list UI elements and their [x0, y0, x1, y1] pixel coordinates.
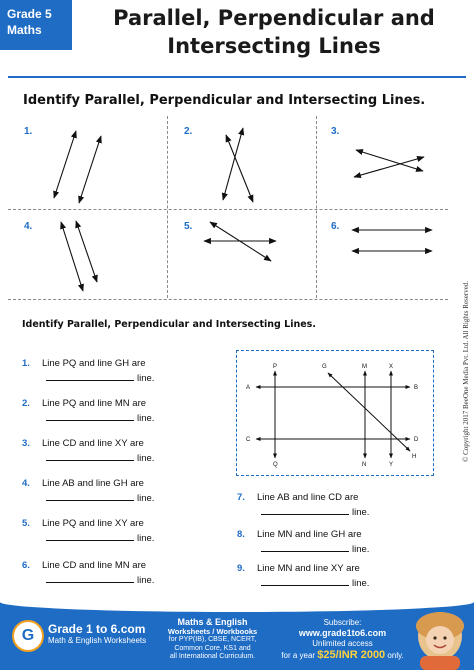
answer-blank[interactable]	[261, 506, 349, 515]
label-q: Q	[273, 462, 278, 468]
price-suffix: only.	[387, 651, 404, 660]
question-text: Line CD and line MN are	[42, 560, 147, 571]
fig1-line-b	[79, 136, 101, 203]
label-d: D	[414, 437, 419, 443]
question-text: Line PQ and line GH are	[42, 358, 146, 369]
curriculum-line-2: Common Core, KS1 and	[174, 644, 251, 652]
question-number: 5.	[22, 518, 30, 529]
label-x: X	[389, 364, 394, 370]
question-suffix: line.	[137, 453, 155, 464]
part1-item-4-number: 4.	[24, 221, 33, 232]
answer-blank[interactable]	[46, 492, 134, 501]
question-2	[22, 396, 154, 426]
question-text: Line MN and line GH are	[257, 529, 362, 540]
question-suffix: line.	[137, 533, 155, 544]
question-1	[22, 356, 154, 386]
question-number: 4.	[22, 478, 30, 489]
brand-tagline: Math & English Worksheets	[48, 636, 147, 645]
question-number: 7.	[237, 492, 245, 503]
question-number: 3.	[22, 438, 30, 449]
website-link[interactable]: www.grade1to6.com	[298, 628, 387, 638]
fig2-line-b	[226, 135, 253, 202]
question-suffix: line.	[137, 373, 155, 384]
brand-logo-icon: G	[12, 620, 44, 652]
brand-name: Grade 1 to 6.com	[48, 622, 146, 636]
question-number: 9.	[237, 563, 245, 574]
curriculum-line-3: all International Curriculum.	[169, 653, 256, 660]
unlimited-access: Unlimited access	[312, 639, 373, 648]
question-suffix: line.	[137, 493, 155, 504]
subject-label: Maths	[7, 23, 42, 37]
copyright-notice	[452, 262, 470, 462]
curriculum-line-1: for PYP(IB), CBSE, NCERT,	[168, 636, 257, 643]
question-4	[22, 476, 154, 506]
worksheets-heading: Maths & English	[177, 617, 248, 627]
answer-blank[interactable]	[261, 577, 349, 586]
fig1-line-a	[54, 131, 76, 198]
fig2-line-a	[223, 128, 243, 200]
price-prefix: for a year	[281, 651, 316, 660]
footer-swoosh	[0, 602, 474, 612]
child-photo	[404, 606, 472, 670]
question-text: Line PQ and line XY are	[42, 518, 144, 529]
answer-blank[interactable]	[46, 574, 134, 583]
question-text: Line MN and line XY are	[257, 563, 360, 574]
question-number: 1.	[22, 358, 30, 369]
part1-item-3-number: 3.	[331, 126, 340, 137]
part1-item-1-number: 1.	[24, 126, 33, 137]
title-line-1: Parallel, Perpendicular and	[113, 6, 435, 30]
part1-item-6-number: 6.	[331, 221, 340, 232]
question-suffix: line.	[352, 507, 370, 518]
question-7	[237, 490, 369, 520]
copyright-text: © Copyright 2017 BeeOne Media Pvt. Ltd. All Rights Reserved.	[462, 280, 470, 462]
lines-diagram	[236, 350, 434, 476]
label-a: A	[246, 385, 251, 391]
question-9	[237, 561, 369, 591]
part1-item-2-number: 2.	[184, 126, 193, 137]
label-c: C	[246, 437, 251, 443]
question-suffix: line.	[137, 413, 155, 424]
question-suffix: line.	[137, 575, 155, 586]
brand-logo[interactable]	[48, 622, 146, 645]
question-text: Line AB and line GH are	[42, 478, 144, 489]
question-8	[237, 527, 369, 557]
question-text: Line PQ and line MN are	[42, 398, 147, 409]
question-number: 8.	[237, 529, 245, 540]
subscribe-label: Subscribe:	[323, 618, 362, 627]
price-line	[280, 649, 405, 661]
part1-heading: Identify Parallel, Perpendicular and Intersecting Lines.	[23, 93, 426, 108]
title-line-2: Intersecting Lines	[167, 34, 381, 58]
footer-worksheets-info	[155, 617, 270, 662]
question-text: Line CD and line XY are	[42, 438, 144, 449]
label-n: N	[362, 462, 367, 468]
question-number: 2.	[22, 398, 30, 409]
label-b: B	[414, 385, 419, 391]
label-p: P	[273, 364, 278, 370]
worksheets-subheading: Worksheets / Workbooks	[167, 627, 258, 636]
label-y: Y	[389, 462, 394, 468]
answer-blank[interactable]	[46, 452, 134, 461]
fig4-line-b	[76, 221, 97, 282]
question-text: Line AB and line CD are	[257, 492, 359, 503]
answer-blank[interactable]	[261, 543, 349, 552]
label-m: M	[362, 364, 367, 370]
question-suffix: line.	[352, 544, 370, 555]
label-h: H	[412, 454, 417, 460]
question-number: 6.	[22, 560, 30, 571]
question-suffix: line.	[352, 578, 370, 589]
footer-subscribe	[280, 617, 405, 661]
answer-blank[interactable]	[46, 372, 134, 381]
answer-blank[interactable]	[46, 412, 134, 421]
label-g: G	[322, 364, 327, 370]
answer-blank[interactable]	[46, 532, 134, 541]
part2-heading: Identify Parallel, Perpendicular and Intersecting Lines.	[22, 319, 316, 330]
grade-label: Grade 5	[7, 7, 52, 21]
part1-item-5-number: 5.	[184, 221, 193, 232]
price-value: $25/INR 2000	[317, 649, 386, 661]
question-3	[22, 436, 154, 466]
question-5	[22, 516, 154, 546]
question-6	[22, 558, 154, 588]
